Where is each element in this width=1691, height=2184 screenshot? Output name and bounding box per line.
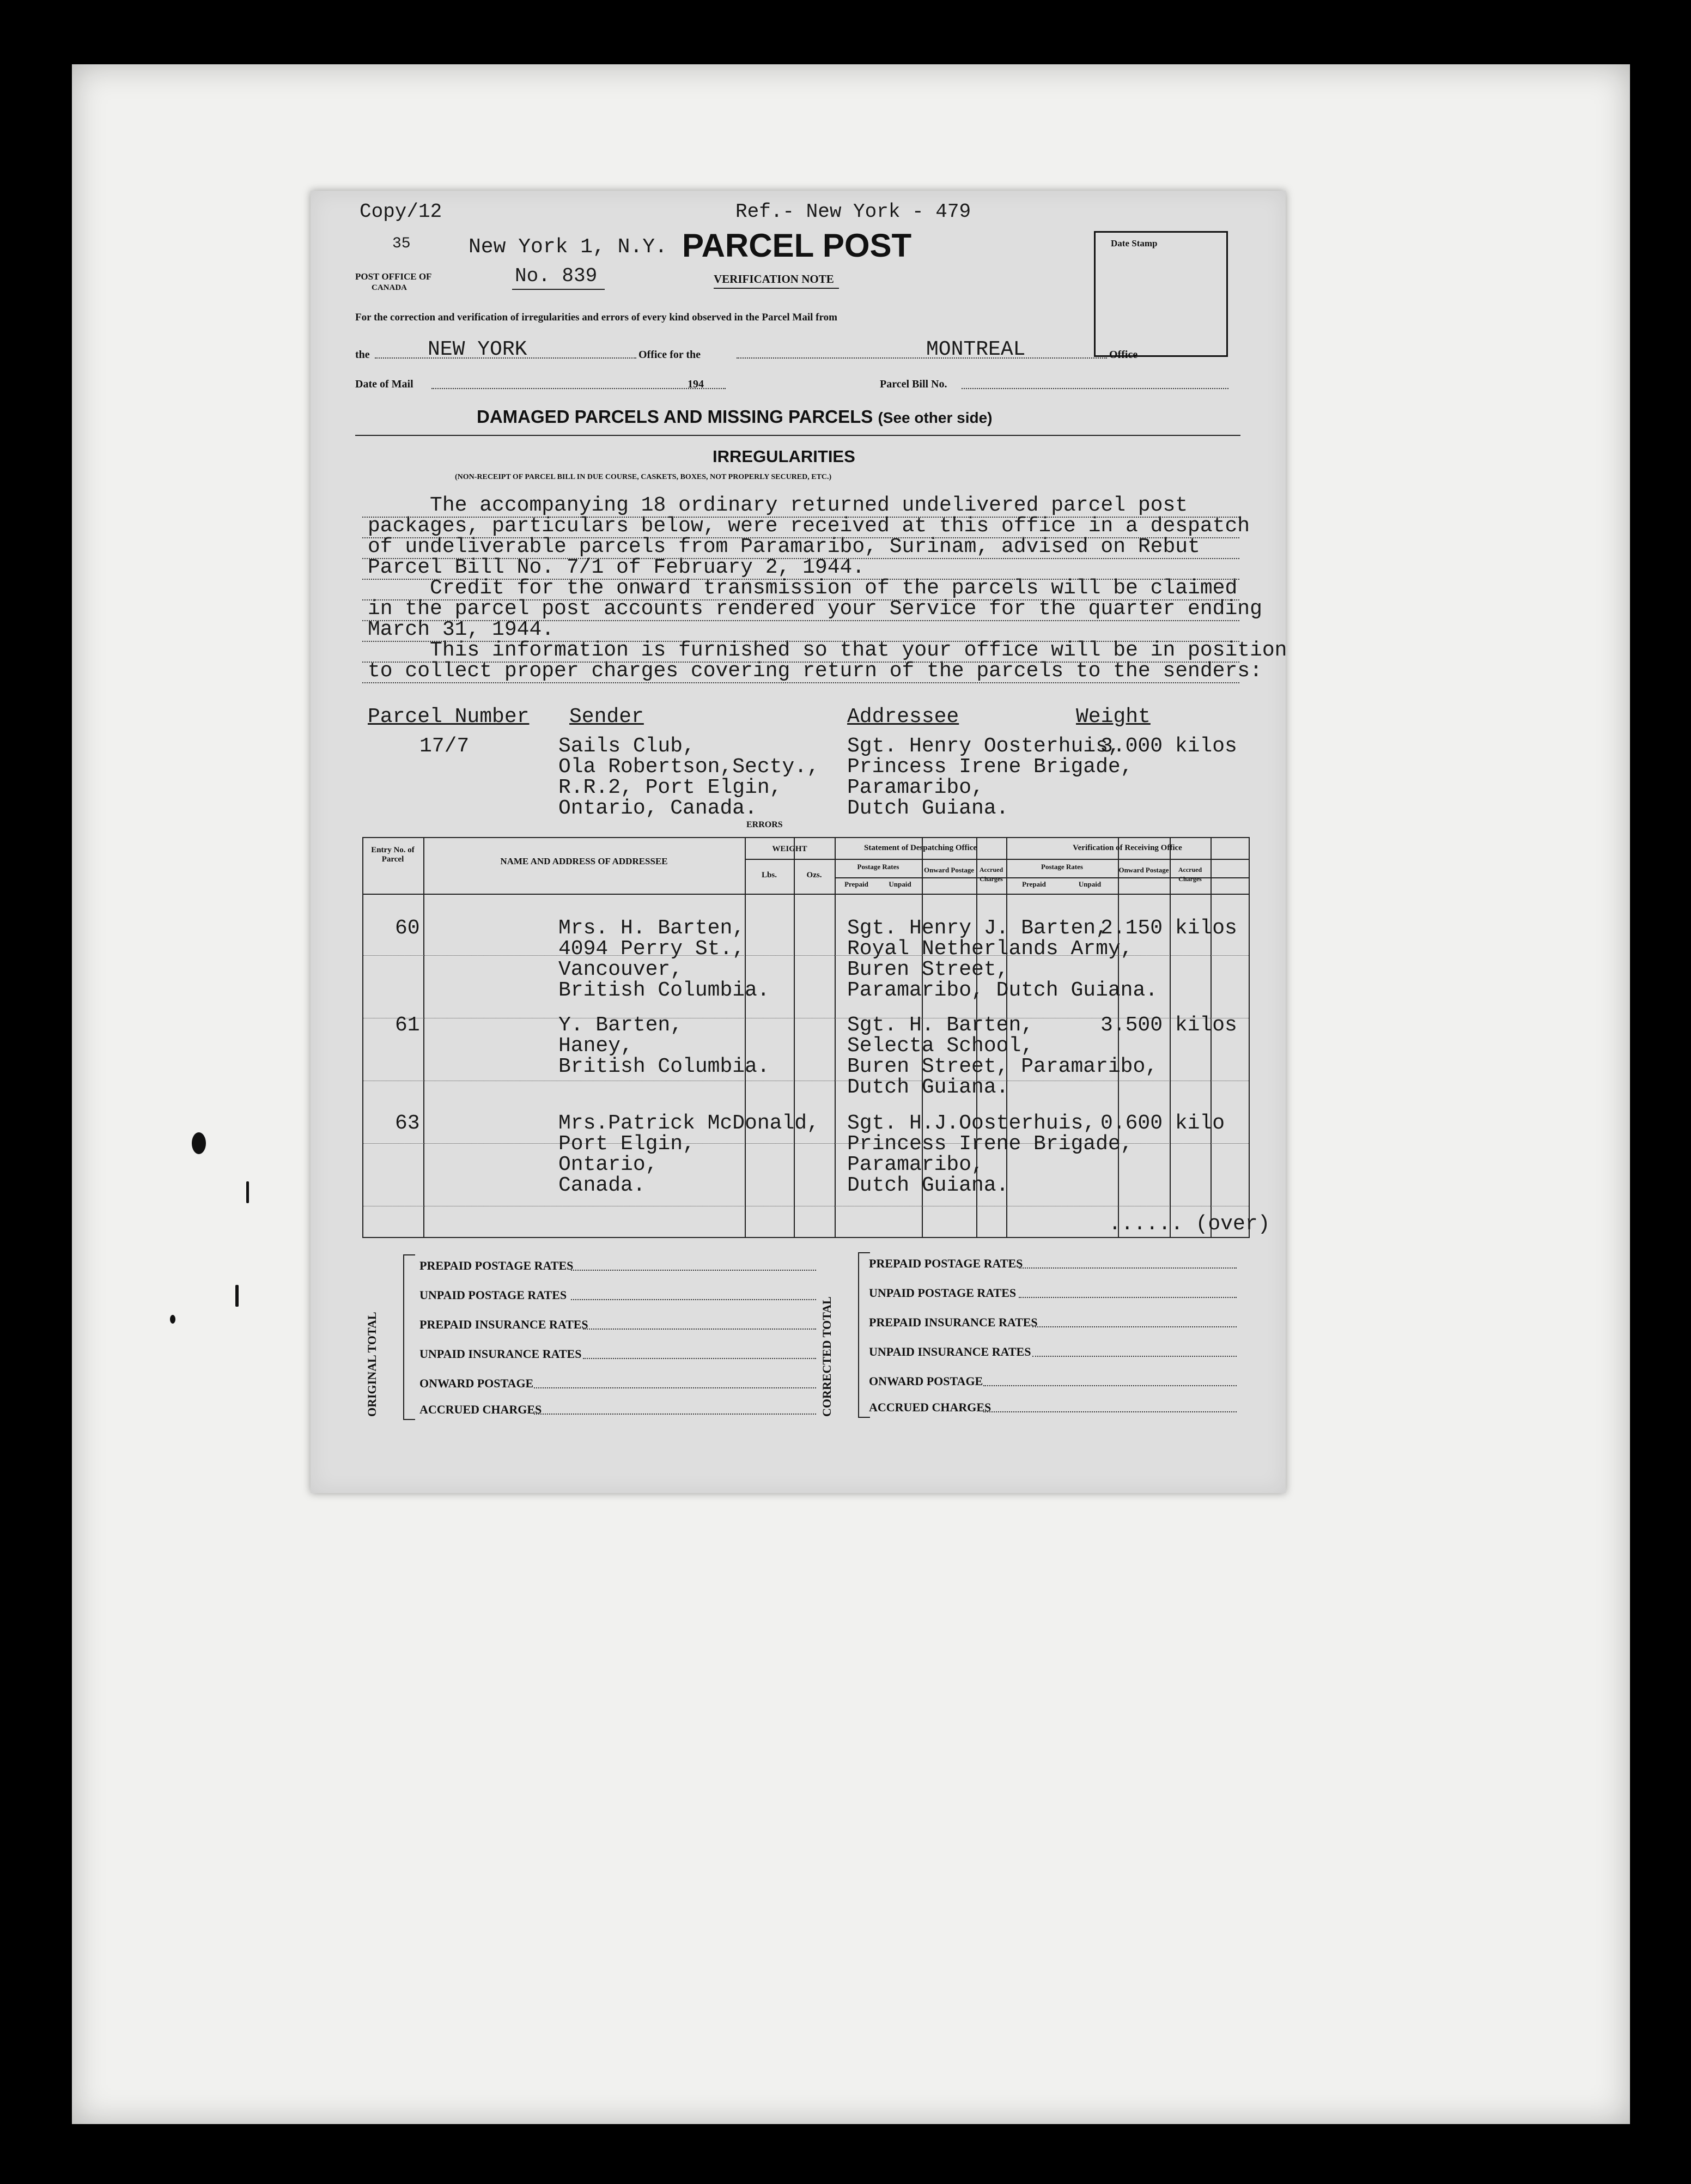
row-addressee: Sgt. H.J.Oosterhuis, Princess Irene Brigade, Paramaribo, Dutch Guiana.	[847, 1112, 1133, 1197]
note-number: No. 839	[515, 265, 598, 287]
body-line: in the parcel post accounts rendered your Service for the quarter ending	[368, 597, 1262, 621]
corrected-total-line: PREPAID INSURANCE RATES	[869, 1315, 1038, 1329]
intro-line: For the correction and verification of irregularities and errors of every kind observed in the Parcel Mail from	[355, 312, 837, 323]
row-addressee: Sgt. Henry J. Barten, Royal Netherlands Army, Buren Street, Paramaribo, Dutch Guiana.	[847, 917, 1158, 1002]
office-for-label: Office for the	[638, 349, 701, 361]
office-name: New York 1, N.Y.	[469, 235, 667, 259]
corrected-total-label: CORRECTED TOTAL	[820, 1296, 834, 1417]
header-receiving-office: Verification of Receiving Office	[1073, 844, 1182, 852]
from-office: NEW YORK	[428, 338, 527, 361]
irregularities-subheading: (NON-RECEIPT OF PARCEL BILL IN DUE COURSE, CASKETS, BOXES, NOT PROPERLY SECURED, ETC.)	[455, 473, 832, 481]
col-addressee: Addressee	[847, 705, 959, 729]
original-total-line: UNPAID POSTAGE RATES	[419, 1288, 567, 1302]
header-lbs: Lbs.	[762, 871, 777, 879]
date-of-mail-label: Date of Mail	[355, 378, 413, 390]
header-postage-rates: Postage Rates	[1041, 863, 1083, 871]
entry-weight: 3.000 kilos	[1100, 735, 1237, 758]
form-title: PARCEL POST	[682, 227, 912, 264]
entry-number: 17/7	[419, 735, 470, 758]
copy-label: Copy/12	[360, 201, 442, 223]
date-stamp-label: Date Stamp	[1111, 238, 1158, 248]
body-line: packages, particulars below, were received at this office in a despatch	[368, 514, 1250, 538]
body-line: Parcel Bill No. 7/1 of February 2, 1944.	[368, 556, 865, 579]
header-entry-no: Entry No. of Parcel	[371, 846, 415, 864]
corrected-total-line: PREPAID POSTAGE RATES	[869, 1257, 1023, 1270]
canada-label: CANADA	[372, 283, 407, 292]
office-label: Office	[1109, 349, 1138, 361]
errors-label: ERRORS	[746, 820, 783, 829]
header-postage-rates: Postage Rates	[857, 863, 899, 871]
body-line: to collect proper charges covering return of the parcels to the senders:	[368, 659, 1262, 683]
irregularities-heading: IRREGULARITIES	[713, 447, 855, 466]
original-total-line: PREPAID INSURANCE RATES	[419, 1318, 588, 1331]
year-label: 194	[688, 378, 704, 390]
post-office-of-label: POST OFFICE OF	[355, 271, 432, 282]
office-number: 35	[392, 235, 411, 252]
header-prepaid: Prepaid	[844, 880, 868, 888]
body-line: March 31, 1944.	[368, 618, 555, 641]
original-total-label: ORIGINAL TOTAL	[365, 1312, 379, 1417]
header-weight: WEIGHT	[772, 845, 807, 853]
header-name-address: NAME AND ADDRESS OF ADDRESSEE	[500, 856, 668, 866]
to-office: MONTREAL	[926, 338, 1026, 361]
header-ozs: Ozs.	[806, 871, 822, 879]
row-weight: 2.150 kilos	[1100, 917, 1237, 940]
first-entry-sender: Sails Club, Ola Robertson,Secty., R.R.2, Port Elgin, Ontario, Canada.	[558, 735, 819, 820]
header-despatching-office: Statement of Despatching Office	[863, 844, 977, 852]
header-accrued-charges: Accrued Charges	[979, 866, 1003, 883]
damaged-parcels-heading: DAMAGED PARCELS AND MISSING PARCELS (See other side)	[477, 407, 993, 427]
header-unpaid: Unpaid	[1078, 880, 1102, 888]
original-total-line: PREPAID POSTAGE RATES	[419, 1259, 574, 1272]
header-onward-postage: Onward Postage	[1118, 866, 1169, 874]
body-line: This information is furnished so that your office will be in position	[368, 639, 1287, 662]
body-line: of undeliverable parcels from Paramaribo, Surinam, advised on Rebut	[368, 535, 1200, 559]
col-sender: Sender	[569, 705, 644, 729]
row-sender: Mrs. H. Barten, 4094 Perry St., Vancouver, British Columbia.	[558, 917, 770, 1002]
original-total-line: ACCRUED CHARGES	[419, 1403, 542, 1416]
verification-note-form	[311, 191, 1286, 1493]
col-parcel-number: Parcel Number	[368, 705, 530, 729]
original-total-line: UNPAID INSURANCE RATES	[419, 1347, 582, 1361]
row-number: 63	[395, 1112, 420, 1135]
corrected-total-line: ONWARD POSTAGE	[869, 1374, 983, 1388]
body-line: The accompanying 18 ordinary returned undelivered parcel post	[368, 494, 1188, 517]
body-text	[368, 494, 1287, 683]
over-label: ...... (over)	[1109, 1212, 1270, 1236]
corrected-total-line: UNPAID INSURANCE RATES	[869, 1345, 1031, 1358]
the-label: the	[355, 349, 370, 361]
header-onward-postage: Onward Postage	[923, 866, 975, 874]
row-number: 61	[395, 1014, 420, 1037]
header-accrued-charges: Accrued Charges	[1178, 866, 1202, 883]
row-number: 60	[395, 917, 420, 940]
header-unpaid: Unpaid	[889, 880, 911, 888]
header-prepaid: Prepaid	[1022, 880, 1046, 888]
corrected-total-line: UNPAID POSTAGE RATES	[869, 1286, 1017, 1300]
col-weight: Weight	[1076, 705, 1151, 729]
row-sender: Mrs.Patrick McDonald, Port Elgin, Ontario, Canada.	[558, 1112, 819, 1197]
row-addressee: Sgt. H. Barten, Selecta School, Buren Street, Paramaribo, Dutch Guiana.	[847, 1014, 1158, 1099]
row-sender: Y. Barten, Haney, British Columbia.	[558, 1014, 770, 1078]
reference-number: Ref.- New York - 479	[735, 201, 971, 223]
body-line: Credit for the onward transmission of the parcels will be claimed	[368, 577, 1238, 600]
form-subtitle: VERIFICATION NOTE	[714, 272, 834, 286]
row-weight: 3.500 kilos	[1100, 1014, 1237, 1037]
corrected-total-line: ACCRUED CHARGES	[869, 1400, 992, 1414]
parcel-bill-label: Parcel Bill No.	[880, 378, 947, 390]
date-stamp-box	[1094, 231, 1228, 357]
original-total-line: ONWARD POSTAGE	[419, 1376, 534, 1390]
row-weight: 0.600 kilo	[1100, 1112, 1225, 1135]
first-entry-addressee: Sgt. Henry Oosterhuis, Princess Irene Brigade, Paramaribo, Dutch Guiana.	[847, 735, 1133, 820]
